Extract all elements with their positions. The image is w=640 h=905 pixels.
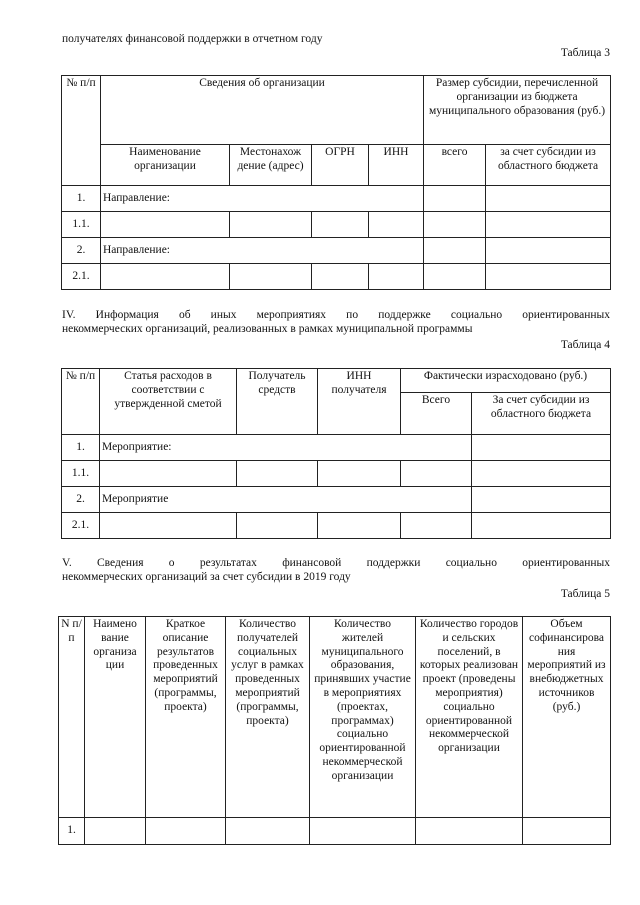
section5-heading-line1: V. Сведения о результатах финансовой поддержки социально ориентированных (62, 557, 610, 569)
cell (401, 461, 472, 487)
cell (318, 513, 401, 539)
cell (369, 264, 424, 290)
row-num: 2. (62, 238, 101, 264)
table3-caption: Таблица 3 (560, 47, 610, 59)
cell (486, 186, 611, 212)
table3-header-ogrn: ОГРН (312, 145, 369, 186)
cell (472, 435, 611, 461)
table5-header-num: N п/п (59, 617, 85, 818)
table3-header-subsidy: Размер субсидии, перечисленной организации из бюджета муниципального образования (руб.) (424, 76, 611, 145)
table4-header-total: Всего (401, 393, 472, 435)
cell (230, 212, 312, 238)
table-row (62, 186, 611, 212)
cell (523, 818, 611, 845)
cell (472, 461, 611, 487)
cell (310, 818, 416, 845)
cell (486, 238, 611, 264)
table5-header-cofinancing: Объем софинансирова ния мероприятий из внебюджетных источников (руб.) (523, 617, 611, 818)
cell (85, 818, 146, 845)
table4-header-spent: Фактически израсходовано (руб.) (401, 369, 611, 393)
table4-header-inn: ИНН получателя (318, 369, 401, 435)
cell (424, 238, 486, 264)
table5-caption: Таблица 5 (560, 588, 610, 600)
table4-header-article: Статья расходов в соответствии с утвержденной сметой (100, 369, 237, 435)
cell (369, 212, 424, 238)
cell (101, 264, 230, 290)
cell (237, 513, 318, 539)
row-label: Мероприятие: (100, 435, 472, 461)
cell (237, 461, 318, 487)
row-label: Мероприятие (100, 487, 472, 513)
row-num: 1. (59, 818, 85, 845)
table3-header-name: Наименование организации (101, 145, 230, 186)
cell (486, 212, 611, 238)
cell (230, 264, 312, 290)
section4-heading-line2: некоммерческих организаций, реализованных в рамках муниципальной программы (62, 323, 473, 335)
table-row (62, 461, 611, 487)
cell (416, 818, 523, 845)
cell (226, 818, 310, 845)
table3-header-total: всего (424, 145, 486, 186)
table-row (62, 513, 611, 539)
table3-header-regional: за счет субсидии из областного бюджета (486, 145, 611, 186)
table5-header-name: Наимено вание организа ции (85, 617, 146, 818)
cell (100, 461, 237, 487)
cell (424, 264, 486, 290)
row-num: 2. (62, 487, 100, 513)
cell (101, 212, 230, 238)
section4-heading-line1: IV. Информация об иных мероприятиях по поддержке социально ориентированных (62, 309, 610, 321)
cell (424, 186, 486, 212)
table4-header-regional: За счет субсидии из областного бюджета (472, 393, 611, 435)
table3-header-inn: ИНН (369, 145, 424, 186)
row-num: 1. (62, 186, 101, 212)
table3-header-num: № п/п (62, 76, 101, 186)
cell (318, 461, 401, 487)
table5-header-settlements: Количество городов и сельских поселений, в которых реализован проект (проведены мероприятия) социально ориентированной некоммерческой организации (416, 617, 523, 818)
row-label: Направление: (101, 238, 424, 264)
table-row (62, 264, 611, 290)
row-num: 2.1. (62, 513, 100, 539)
cell (472, 487, 611, 513)
table5-header-recipients: Количество получателей социальных услуг в рамках проведенных мероприятий (программы, проекта) (226, 617, 310, 818)
table4-caption: Таблица 4 (560, 339, 610, 351)
table-row (62, 238, 611, 264)
section5-heading-line2: некоммерческих организаций за счет субсидии в 2019 году (62, 571, 351, 583)
cell (472, 513, 611, 539)
table4-header-num: № п/п (62, 369, 100, 435)
cell (312, 212, 369, 238)
table5-header-description: Краткое описание результатов проведенных мероприятий (программы, проекта) (146, 617, 226, 818)
cell (424, 212, 486, 238)
cell (401, 513, 472, 539)
table4-header-recipient: Получатель средств (237, 369, 318, 435)
cell (486, 264, 611, 290)
row-num: 1. (62, 435, 100, 461)
row-num: 2.1. (62, 264, 101, 290)
table3-header-org-info: Сведения об организации (101, 76, 424, 145)
table5 (58, 616, 611, 845)
table-row (62, 487, 611, 513)
row-label: Направление: (101, 186, 424, 212)
table-row (59, 818, 611, 845)
cell (146, 818, 226, 845)
table3-header-location: Местонахож дение (адрес) (230, 145, 312, 186)
row-num: 1.1. (62, 212, 101, 238)
row-num: 1.1. (62, 461, 100, 487)
table-row (62, 435, 611, 461)
table5-header-residents: Количество жителей муниципального образования, принявших участие в мероприятиях (проектах, программах) социально ориентированной некоммерческой организации (310, 617, 416, 818)
cell (100, 513, 237, 539)
table3 (61, 75, 611, 290)
table-row (62, 212, 611, 238)
intro-line: получателях финансовой поддержки в отчетном году (62, 33, 323, 45)
table4 (61, 368, 611, 539)
cell (312, 264, 369, 290)
